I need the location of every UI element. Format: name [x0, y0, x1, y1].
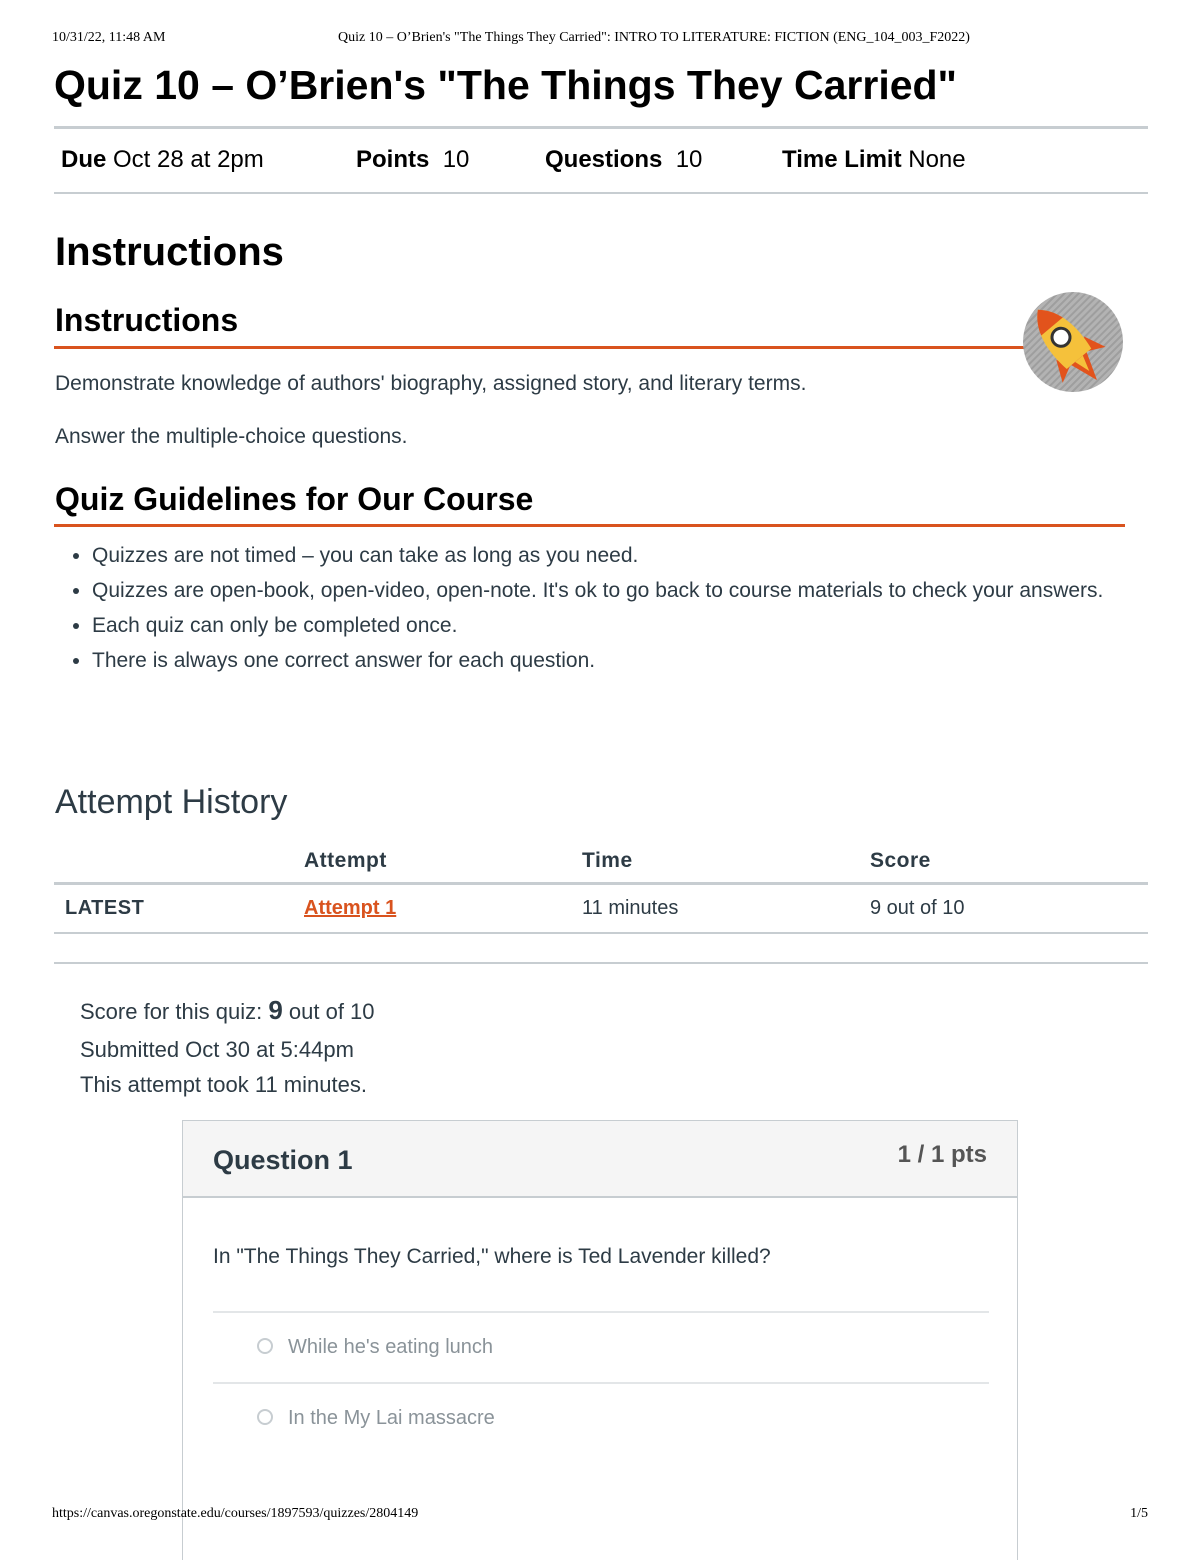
- time-limit-value: None: [908, 146, 966, 173]
- points-value: 10: [442, 146, 470, 173]
- time-limit-label: Time Limit: [782, 146, 902, 173]
- radio-icon[interactable]: [257, 1409, 273, 1425]
- guideline-item: • Each quiz can only be completed once.: [92, 608, 1172, 643]
- instructions-paragraph: Answer the multiple-choice questions.: [55, 425, 408, 448]
- instructions-divider: [54, 346, 1029, 349]
- due-label: Due: [61, 146, 107, 173]
- question-text: In "The Things They Carried," where is Ted Lavender killed?: [213, 1245, 771, 1268]
- guidelines-divider: [54, 524, 1125, 527]
- instructions-heading: Instructions: [55, 230, 284, 274]
- title-divider: [54, 126, 1148, 129]
- due-info: [61, 146, 264, 174]
- instructions-paragraph: Demonstrate knowledge of authors' biography, assigned story, and literary terms.: [55, 372, 807, 395]
- guideline-item: • There is always one correct answer for each question.: [92, 643, 1172, 678]
- attempt-history-heading: Attempt History: [55, 783, 288, 821]
- score-suffix: out of 10: [288, 999, 375, 1024]
- guideline-item: • Quizzes are open-book, open-video, open-note. It's ok to go back to course materials to check your answers.: [92, 573, 1172, 608]
- points-info: [356, 146, 469, 174]
- table-row-divider: [54, 932, 1148, 934]
- guideline-item: • Quizzes are not timed – you can take as long as you need.: [92, 538, 1172, 573]
- questions-value: 10: [675, 146, 703, 173]
- answer-text: While he's eating lunch: [288, 1336, 494, 1358]
- attempt-time: 11 minutes: [582, 897, 679, 919]
- score-prefix: Score for this quiz:: [80, 999, 263, 1024]
- guidelines-list: [55, 538, 1172, 678]
- column-header-time: Time: [582, 849, 633, 872]
- meta-divider: [54, 192, 1148, 194]
- print-header: [52, 30, 1148, 50]
- question-header: [183, 1121, 1017, 1198]
- quiz-title: Quiz 10 – O’Brien's "The Things They Carried": [54, 62, 958, 108]
- submitted-time: Submitted Oct 30 at 5:44pm: [80, 1037, 354, 1062]
- print-document-title: Quiz 10 – O’Brien's "The Things They Carried": INTRO TO LITERATURE: FICTION (ENG_104_003_F2022): [338, 30, 970, 45]
- guidelines-heading: Quiz Guidelines for Our Course: [55, 481, 534, 517]
- print-page-number: 1/5: [1130, 1506, 1148, 1521]
- answer-divider: [213, 1311, 989, 1313]
- print-footer: [52, 1506, 1148, 1526]
- section-divider: [54, 962, 1148, 964]
- attempt-score: 9 out of 10: [870, 897, 965, 919]
- time-limit-info: [782, 146, 966, 174]
- answer-text: In the My Lai massacre: [288, 1407, 495, 1429]
- points-label: Points: [356, 146, 430, 173]
- rocket-icon: [1010, 290, 1130, 405]
- answer-divider: [213, 1382, 989, 1384]
- questions-label: Questions: [545, 146, 663, 173]
- question-title: Question 1: [213, 1145, 353, 1175]
- instructions-subheading: Instructions: [55, 302, 239, 338]
- column-header-attempt: Attempt: [304, 849, 387, 872]
- question-points: 1 / 1 pts: [897, 1141, 987, 1168]
- latest-label: LATEST: [65, 897, 145, 919]
- column-header-score: Score: [870, 849, 931, 872]
- radio-icon[interactable]: [257, 1338, 273, 1354]
- attempt-1-link[interactable]: Attempt 1: [304, 897, 397, 919]
- attempt-duration: This attempt took 11 minutes.: [80, 1072, 367, 1097]
- score-summary: [80, 995, 375, 1026]
- table-header-divider: [54, 882, 1148, 885]
- question-card: [182, 1120, 1018, 1560]
- questions-info: [545, 146, 702, 174]
- print-url: https://canvas.oregonstate.edu/courses/1897593/quizzes/2804149: [52, 1506, 419, 1521]
- due-value: Oct 28 at 2pm: [113, 146, 264, 173]
- print-date: 10/31/22, 11:48 AM: [52, 30, 166, 45]
- score-value: 9: [268, 995, 283, 1025]
